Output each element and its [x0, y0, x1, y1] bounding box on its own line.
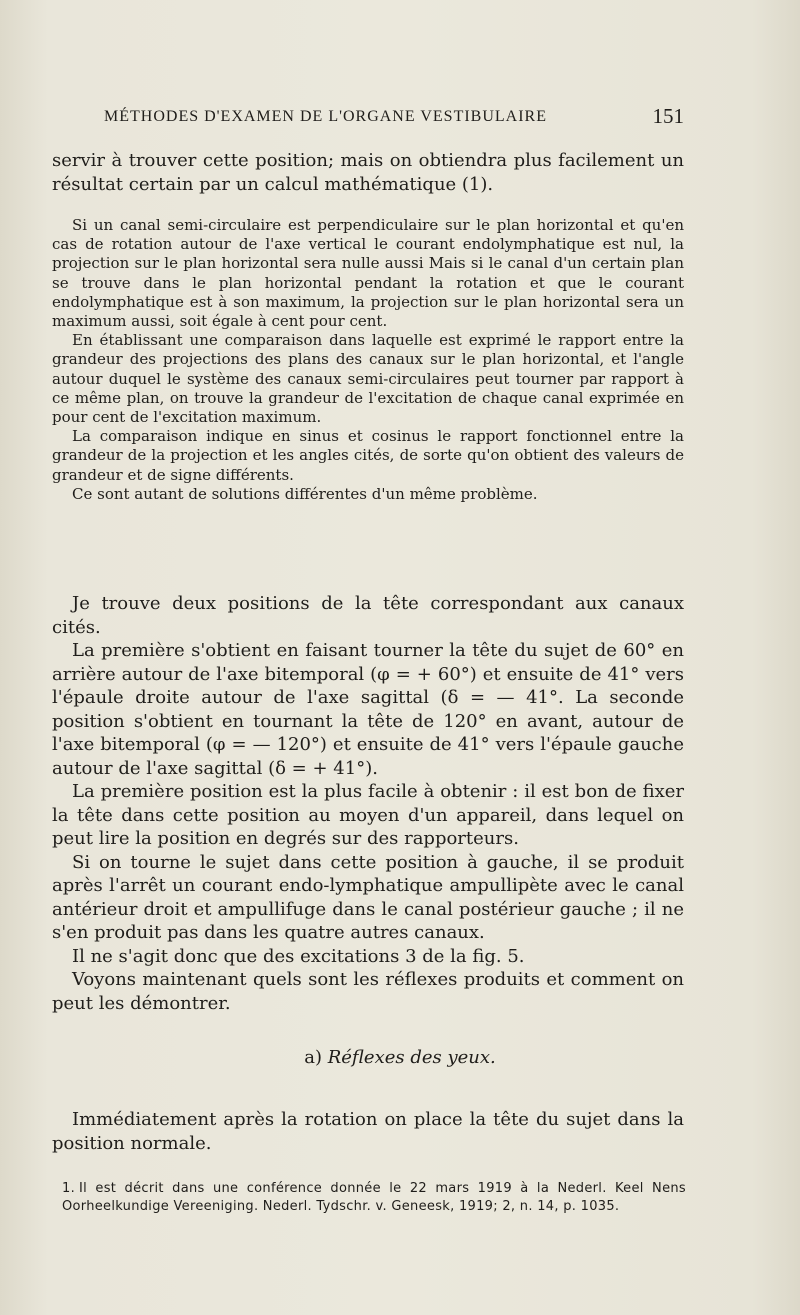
small-paragraph-4: Ce sont autant de solutions différentes d'un même problème.: [72, 484, 538, 503]
small-paragraph-2: En établissant une comparaison dans laquelle est exprimé le rapport entre la grandeur des projections des plans des canaux sur le plan horizontal, et l'angle autour duquel le système des canaux semi-circulaires peut tourner par rapport à ce même plan, on trouve la grandeur de l'excitation de chaque canal exprimée en pour cent de l'excitation maximum.: [52, 331, 684, 427]
small-paragraph-1: Si un canal semi-circulaire est perpendiculaire sur le plan horizontal et qu'en cas de rotation autour de l'axe vertical le courant endolymphatique est nul, la projection sur le plan horizontal sera nulle aussi Mais si le canal d'un certain plan se trouve dans le plan horizontal pendant la rotation et que le courant endolymphatique est à son maximum, la projection sur le plan horizontal sera un maximum aussi, soit égale à cent pour cent.: [52, 216, 684, 331]
paragraph-7: Voyons maintenant quels sont les réflexes produits et comment on peut les démontrer.: [52, 969, 684, 1014]
paragraph-intro: servir à trouver cette position; mais on obtiendra plus facilement un résultat certain par un calcul mathématique (1).: [52, 150, 684, 195]
footnote-number: 1.: [62, 1181, 76, 1196]
small-paragraph-3: La comparaison indique en sinus et cosinus le rapport fonctionnel entre la grandeur de la projection et les angles cités, de sorte qu'on obtient des valeurs de grandeur et de signe différents.: [52, 427, 684, 484]
closing-text-block: [52, 1108, 684, 1155]
section-title: Réflexes des yeux.: [327, 1047, 496, 1068]
paragraph-4: La première position est la plus facile à obtenir : il est bon de fixer la tête dans cette position au moyen d'un appareil, dans lequel on peut lire la position en degrés sur des rapporteurs.: [52, 781, 684, 849]
page-header: [104, 104, 684, 134]
paragraph-6: Il ne s'agit donc que des excitations 3 de la fig. 5.: [72, 945, 525, 967]
paragraph-5: Si on tourne le sujet dans cette position à gauche, il se produit après l'arrêt un courant endo-lymphatique ampullipète avec le canal antérieur droit et ampullifuge dans le canal postérieur gauche ; il ne s'en produit pas dans les quatre autres canaux.: [52, 851, 684, 943]
intro-paragraph: [52, 149, 684, 196]
small-print-block: [52, 216, 684, 504]
running-title: MÉTHODES D'EXAMEN DE L'ORGANE VESTIBULAIRE: [104, 108, 547, 125]
section-heading: [0, 1047, 800, 1068]
paragraph-3: La première s'obtient en faisant tourner la tête du sujet de 60° en arrière autour de l'axe bitemporal (φ = + 60°) et ensuite de 41° vers l'épaule droite autour de l'axe sagittal (δ = — 41°. La seconde position s'obtient en tournant la tête de 120° en avant, autour de l'axe bitemporal (φ = — 120°) et ensuite de 41° vers l'épaule gauche autour de l'axe sagittal (δ = + 41°).: [52, 640, 684, 779]
paragraph-2: Je trouve deux positions de la tête correspondant aux canaux cités.: [52, 593, 684, 638]
main-text-block: [52, 592, 684, 1015]
paragraph-8: Immédiatement après la rotation on place la tête du sujet dans la position normale.: [52, 1109, 684, 1154]
footnote: [62, 1180, 686, 1216]
page-number: 151: [652, 104, 684, 128]
footnote-text: Il est décrit dans une conférence donnée le 22 mars 1919 à la Nederl. Keel Nens Oorheelkundige Vereeniging. Nederl. Tydschr. v. Geneesk, 1919; 2, n. 14, p. 1035.: [62, 1181, 686, 1214]
section-label: a): [304, 1047, 322, 1068]
